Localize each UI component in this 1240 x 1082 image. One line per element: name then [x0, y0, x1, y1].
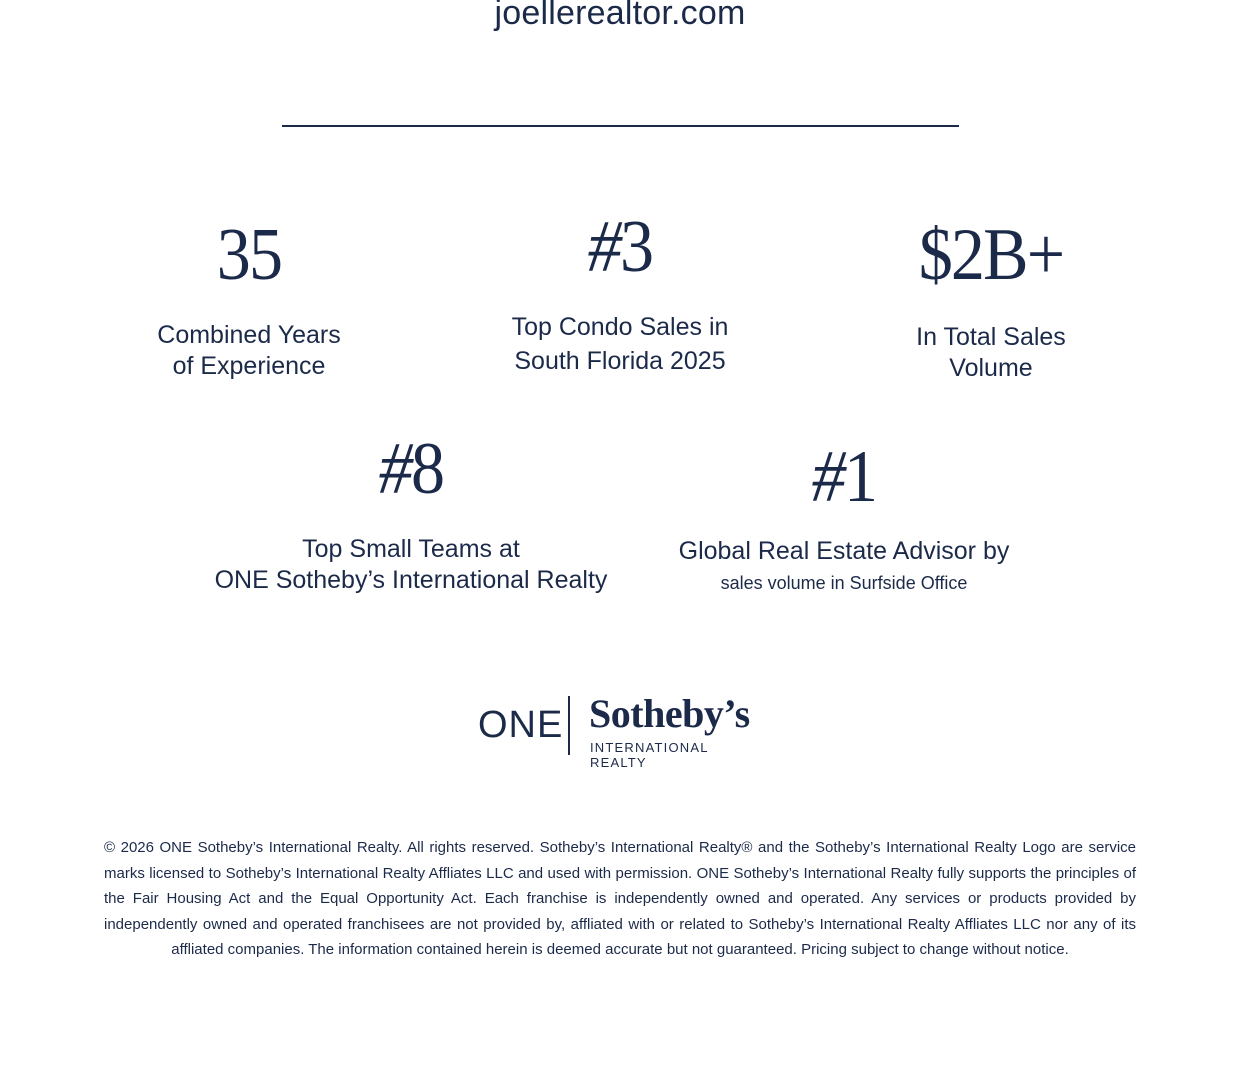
logo-one-text: ONE — [478, 704, 564, 746]
one-sothebys-logo — [478, 690, 768, 770]
divider-line — [282, 125, 959, 127]
stat-caption-line2: sales volume in Surfside Office — [720, 573, 968, 593]
stat-value: #1 — [811, 436, 877, 518]
stat-caption-line2: of Experience — [172, 352, 326, 380]
stat-value: #8 — [378, 428, 444, 510]
website-link[interactable]: joellerealtor.com — [494, 0, 746, 32]
stat-caption-line1: Top Small Teams at — [302, 535, 520, 563]
stat-value: #3 — [587, 206, 653, 288]
stat-caption-line2: South Florida 2025 — [514, 347, 726, 375]
stat-caption-line1: In Total Sales — [916, 323, 1066, 351]
stat-value: 35 — [216, 214, 282, 296]
stat-total-sales-volume — [761, 214, 1221, 384]
stat-global-advisor-rank — [614, 436, 1074, 595]
stat-caption-line1: Global Real Estate Advisor by — [678, 537, 1010, 565]
stat-caption-line1: Top Condo Sales in — [511, 313, 729, 341]
stat-caption-line2: Volume — [949, 354, 1033, 382]
legal-disclaimer: © 2026 ONE Sotheby’s International Realty. All rights reserved. Sotheby’s International Realty® and the Sotheby’s International Realty Logo are service marks licensed to Sotheby’s International Realty Affliates LLC and used with permission. ONE Sotheby’s International Realty fully supports the principles of the Fair Housing Act and the Equal Opportunity Act. Each franchise is independently owned and operated. Any services or products provided by independently owned and operated franchisees are not provided by, affliated with or related to Sotheby’s International Realty Affliates LLC nor any of its affliated companies. The information contained herein is deemed accurate but not guaranteed. Pricing subject to change without notice. — [104, 839, 1136, 958]
logo-subtitle: INTERNATIONAL REALTY — [590, 740, 709, 770]
stat-value: $2B+ — [918, 214, 1064, 296]
stat-caption-line1: Combined Years — [157, 321, 341, 349]
stat-small-teams-rank — [181, 428, 641, 596]
stat-caption-line2: ONE Sotheby’s International Realty — [214, 566, 608, 594]
logo-brand-text: Sotheby’s — [589, 691, 750, 736]
logo-divider — [568, 696, 570, 755]
